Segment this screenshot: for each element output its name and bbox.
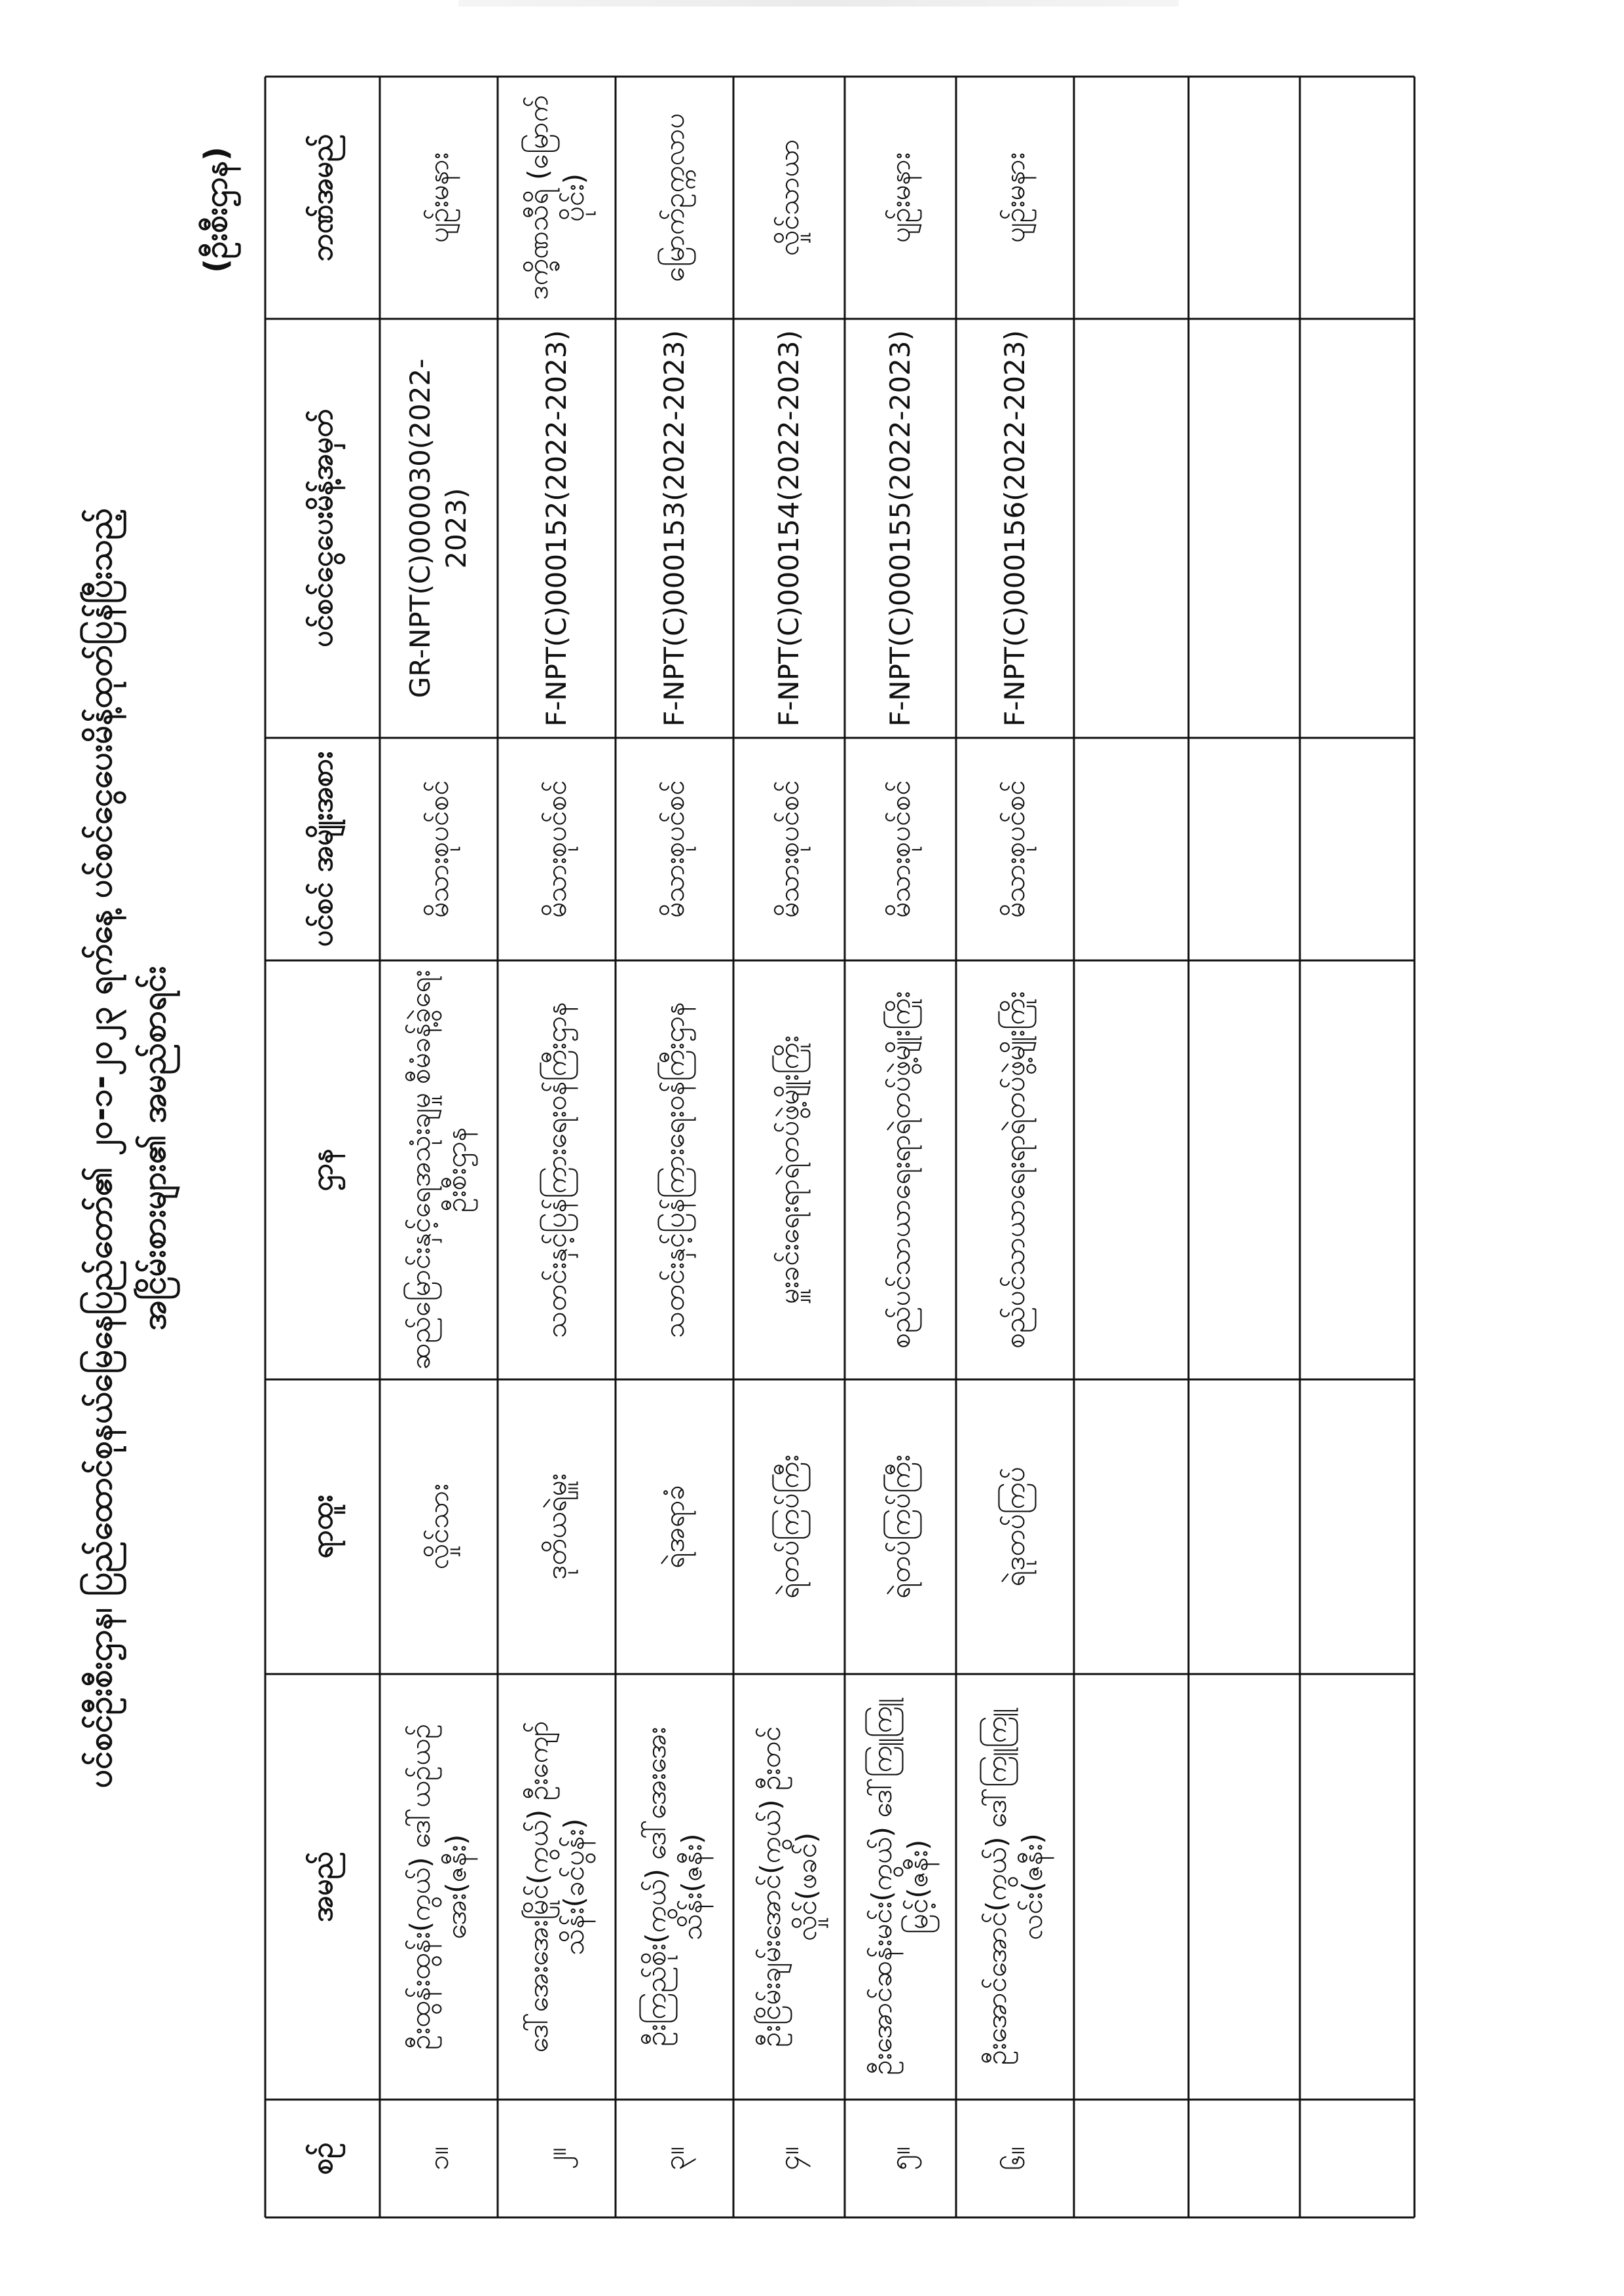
unit-note: (ဦးစီးဌာန): [198, 146, 234, 273]
header-pension-order-no: ပင်စင်ငွေပေးမိန့်အမှတ်: [305, 409, 339, 647]
cell-bank: မြောက်ဥက္ကလာပ: [657, 113, 690, 283]
cell-rank: ဒုတိယရဲမှူး: [540, 1473, 572, 1580]
cell-bank: [1189, 77, 1300, 319]
cell-serial: ၃။: [657, 2146, 690, 2171]
header-serial: စဉ်: [305, 2142, 339, 2175]
cell-bank: [1300, 77, 1414, 319]
cell-pension-type: မိသားစုပင်စင်: [422, 780, 454, 919]
cell-pension-type: [1189, 738, 1300, 960]
cell-name: ဦးအောင်ဆန်းမင်း(ကွယ်) ဒေါ်ကြူကြူမြင့်(ဇနီး): [866, 1698, 934, 2075]
cell-pension-type: မိသားစုပင်စင်: [883, 780, 916, 919]
cell-serial: [1189, 2100, 1300, 2217]
header-pension-type: ပင်စင် အမျိုးအစား: [305, 751, 339, 947]
cell-rank: လှိုင်သား: [422, 1484, 454, 1570]
cell-serial: ၆။: [998, 2146, 1031, 2171]
cell-bank: [1074, 77, 1189, 319]
cell-rank: ရဲဒုတပ်ကြပ်: [998, 1467, 1031, 1587]
cell-department: သတင်းနှင့်ပြန်ကြားရေးဝန်ကြီးဌာန: [657, 1002, 690, 1338]
cell-pension-order-no: GR-NPT(C)000030(2022-2023): [404, 358, 472, 699]
cell-pension-type: မိသားစုပင်စင်: [540, 780, 572, 919]
cell-serial: ၂။: [540, 2147, 572, 2170]
cell-department: ဆည်မြောင်းနှင့်ရေအသုံးချမှု စီမံခန့်ခွဲရေးဦးစီးဌာန: [404, 970, 472, 1370]
cell-pension-order-no: F-NPT(C)000155(2022-2023): [883, 330, 916, 727]
cell-bank: လှိုင်သာယာ: [772, 139, 805, 257]
cell-serial: ၄။: [772, 2146, 805, 2171]
cell-pension-order-no: [1189, 319, 1300, 738]
cell-name: [1189, 1674, 1300, 2100]
cell-department: စည်ပင်သာယာရေးရာရဲတပ်ဖွဲ့မျိုးကြိုး: [883, 991, 916, 1349]
cell-bank: ပျဉ်းမနား: [883, 152, 916, 244]
cell-bank: ပျဉ်းမနား: [422, 152, 454, 244]
cell-rank: [1074, 1379, 1189, 1674]
cell-pension-order-no: [1300, 319, 1414, 738]
cell-pension-type: [1300, 738, 1414, 960]
cell-bank: ဒက္ခိဏသီရိ (မြောက်ပိုင်း): [522, 95, 590, 301]
document-title: ပင်စင်ဦးစီးဌာန၊ ပြည်ထောင်စုနယ်မြေနေပြည်တော်၏ ၂၀-၁-၂၀၂၃ ရက်နေ့ ပင်စင်ငွေပေးမိန့်ထုတ်ပြန်ပြီးသည့်: [81, 507, 119, 1789]
cell-pension-order-no: F-NPT(C)000153(2022-2023): [657, 330, 690, 727]
cell-department: [1189, 960, 1300, 1379]
document-subtitle: အငြိမ်းစားများ၏ အမည်စာရင်း: [135, 966, 173, 1330]
cell-rank: ရဲတပ်ကြပ်ကြီး: [772, 1455, 805, 1599]
cell-pension-order-no: F-NPT(C)000154(2022-2023): [772, 330, 805, 727]
cell-name: ဦးအောင်အောင်(ကွယ်) ဒေါ်ကြူကြူလင်း(ဇနီး): [980, 1708, 1048, 2066]
cell-rank: ရဲအရာခံ: [657, 1485, 690, 1569]
cell-department: သတင်းနှင့်ပြန်ကြားရေးဝန်ကြီးဌာန: [540, 1002, 572, 1338]
header-rank: ရာထူး: [305, 1495, 339, 1559]
cell-rank: [1189, 1379, 1300, 1674]
cell-name: [1300, 1674, 1414, 2100]
header-department: ဌာန: [305, 1148, 339, 1192]
cell-pension-order-no: F-NPT(C)000152(2022-2023): [540, 330, 572, 727]
cell-name: ဦးငြိမ်းချမ်းအောင်(ကွယ်) ဦးတင်လှိုင်(ဖခင်): [754, 1726, 822, 2048]
cell-serial: [1300, 2100, 1414, 2217]
cell-pension-type: မိသားစုပင်စင်: [772, 780, 805, 919]
header-bank: ဘဏ်အမည်: [305, 134, 339, 262]
cell-pension-type: [1074, 738, 1189, 960]
cell-department: [1074, 960, 1189, 1379]
cell-department: [1300, 960, 1414, 1379]
cell-pension-order-no: F-NPT(C)000156(2022-2023): [998, 330, 1031, 727]
cell-name: ဦးကြည်စိုး(ကွယ်) ဒေါ်အေးအေးသိန်း(ဇနီး): [640, 1727, 708, 2047]
cell-rank: ရဲတပ်ကြပ်ကြီး: [883, 1455, 916, 1599]
cell-pension-type: မိသားစုပင်စင်: [657, 780, 690, 919]
cell-pension-type: မိသားစုပင်စင်: [998, 780, 1031, 919]
cell-pension-order-no: [1074, 319, 1189, 738]
cell-serial: ၅။: [883, 2146, 916, 2171]
cell-name: [1074, 1674, 1189, 2100]
cell-rank: [1300, 1379, 1414, 1674]
cell-serial: ၁။: [422, 2146, 454, 2171]
cell-bank: ပျဉ်းမနား: [998, 152, 1031, 244]
cell-serial: [1074, 2100, 1189, 2217]
header-name: အမည်: [305, 1851, 339, 1923]
cell-department: မှူးခင်းရေးရာရဲတပ်ဖွဲ့မျိုးကြိုး: [772, 1035, 805, 1305]
cell-department: စည်ပင်သာယာရေးရာရဲတပ်ဖွဲ့မျိုးကြိုး: [998, 991, 1031, 1349]
cell-name: ဒေါ်အေးအေးမြိုင်(ကွယ်) ဦးကျော်သိန်း(ခင်ပွန်း): [522, 1721, 590, 2053]
cell-name: ဦးထွန်းထွန်း(ကွယ်) ဒေါ်ယဉ်ယဉ်အေး(ဇနီး): [404, 1723, 472, 2050]
